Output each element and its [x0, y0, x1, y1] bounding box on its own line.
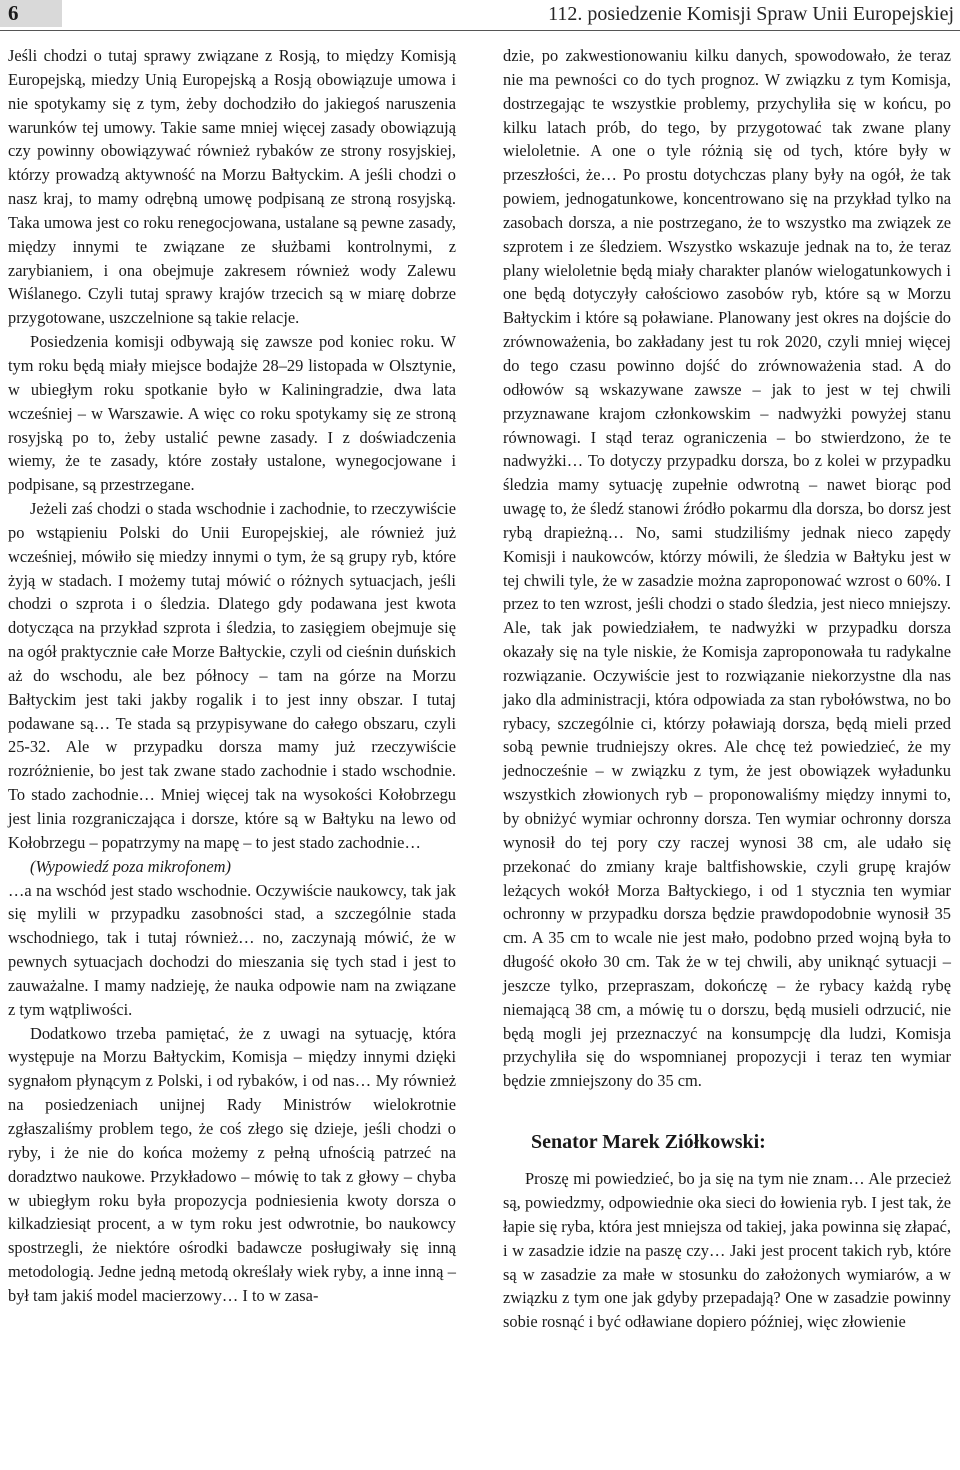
- right-column: [503, 44, 951, 1334]
- paragraph: Jeżeli zaś chodzi o stada wschodnie i zachodnie, to rzeczywiście po wstąpieniu Polski do Unii Europejskiej, ale również już wcześniej, mówiło się miedzy innymi o tym, że są grupy ryb, które żyją w stadach. I możemy tutaj mówić o różnych sytuacjach, jeśli chodzi o szprota i o śledzia. Dlatego gdy podawana jest kwota dotycząca na przykład szprota i śledzia, to zasięgiem obejmuje się na ogół praktycznie całe Morze Bałtyckie, czyli od cieśnin duńskich aż do wschodu, ale bez północy – tam na górze na Morzu Bałtyckim jest taki jakby rogalik i to jest inny obszar. I tutaj podawane są… Te stada są przypisywane do całego obszaru, czyli 25-32. Ale w przypadku dorsza mamy już rzeczywiście rozróżnienie, bo jest tak zwane stado zachodnie i stado wschodnie. To stado zachodnie… Mniej więcej tak na wysokości Kołobrzegu jest linia rozgraniczająca i dorsze, które są w Bałtyku na lewo od Kołobrzegu – popatrzymy na mapę – to jest stado zachodnie…: [8, 499, 456, 852]
- paragraph: Jeśli chodzi o tutaj sprawy związane z Rosją, to między Komisją Europejską, miedzy Unią Europejską a Rosją obowiązuje umowa i nie spotykamy się z tym, żeby dochodziło do jakiegoś naruszenia warunków tej umowy. Takie same mniej więcej zasady obowiązują czy powinny obowiązywać również rybaków ze strony rosyjskiej, którzy prowadzą aktywność na Morzu Bałtyckim. A jeśli chodzi o nasz kraj, to mamy odrębną umowę podpisaną ze stroną rosyjską. Taka umowa jest co roku renegocjowana, ustalane są pewne zasady, między innymi te związane ze służbami kontrolnymi, z zarybianiem, i ona obejmuje zakresem również wody Zalewu Wiślanego. Czyli tutaj sprawy krajów trzecich są w miarę dobrze przygotowane, uszczelnione są takie relacje.: [8, 46, 456, 328]
- page-number: 6: [0, 0, 62, 27]
- left-column: [8, 44, 456, 1308]
- paragraph: Posiedzenia komisji odbywają się zawsze pod koniec roku. W tym roku będą miały miejsce bodajże 28–29 listopada w Olsztynie, w ubiegłym roku spotkanie było w Kaliningradzie, dwa lata wcześniej – w Warszawie. A więc co roku spotykamy się ze stroną rosyjską po to, żeby ustalić pewne zasady. I z doświadczenia wiemy, że te zasady, które zostały ustalone, wynegocjowane i podpisane, są przestrzegane.: [8, 332, 456, 495]
- paragraph: Dodatkowo trzeba pamiętać, że z uwagi na sytuację, która występuje na Morzu Bałtyckim, Komisja – między innymi dzięki sygnałom płynącym z Polski, i od rybaków, i od nas… My również na posiedzeniach unijnej Rady Ministrów wielokrotnie zgłaszaliśmy problem tego, że coś złego się dzieje, jeśli chodzi o ryby, i że nie do końca możemy z pełną ufnością patrzeć na doradztwo naukowe. Przykładowo – mówię to tak z głowy – chyba w ubiegłym roku była propozycja podniesienia kwoty dorsza o kilkadziesiąt procent, a w tym roku jest odwrotnie, bo naukowcy spostrzegli, że niektóre ośrodki badawcze posługiwały się inną metodologią. Jedne jedną metodą określały wiek ryby, a inne inną – był tam jakiś model macierzowy… I to w zasa-: [8, 1023, 456, 1305]
- paragraph: …a na wschód jest stado wschodnie. Oczywiście naukowcy, tak jak się mylili w przypadku zasobności stad, a szczególnie stada wschodniego, tak i tutaj również… no, zaczynają mówić, że w pewnych sytuacjach dochodzi do mieszania się tych stad i jest to zauważalne. I mamy nadzieję, że nauka odpowie nam na związane z tym wątpliwości.: [8, 880, 456, 1019]
- stage-direction: (Wypowiedź poza mikrofonem): [30, 856, 231, 876]
- running-title: 112. posiedzenie Komisji Spraw Unii Europejskiej: [548, 3, 954, 25]
- page-header: [0, 0, 960, 32]
- header-rule: [0, 30, 960, 31]
- paragraph: dzie, po zakwestionowaniu kilku danych, spowodowało, że teraz nie ma pewności co do tych prognoz. W związku z tym Komisja, dostrzegając te wszystkie problemy, przychyliła się w końcu, po kilku latach prób, do tego, by przygotować tak zwane plany wieloletnie. A one o tyle różnią się od tych, które były w przeszłości, że… Po prostu dotychczas plany były na ogół, że tak powiem, jednogatunkowe, koncentrowano się na przykład tylko na zasobach dorsza, a nie postrzegano, że to wszystko ma związek ze szprotem i ze śledziem. Wszystko wskazuje jednak na to, że teraz plany wieloletnie będą miały charakter planów wielogatunkowych i one będą dotyczyły całościowo zasobów ryb, które są w Morzu Bałtyckim i które są poławiane. Planowany jest okres na dojście do zrównoważenia, bo zakładany jest tu rok 2020, czyli mniej więcej do tego czasu powinno dojść do zrównoważenia stad. A do odłowów są wskazywane zawsze – jak to jest w tej chwili przyznawane krajom członkowskim – nadwyżki powyżej stanu równowagi. I stąd teraz ograniczenia – bo stwierdzono, że te nadwyżki… To dotyczy przypadku dorsza, bo z kolei w przypadku śledzia mamy sytuację zupełnie odwrotną – nawet biorąc pod uwagę to, że śledź stanowi źródło pokarmu dla dorsza, bo dorsz jest rybą drapieżną… No, sami studziliśmy jednak nieco zapędy Komisji i naukowców, którzy mówili, że śledzia w Bałtyku jest w tej chwili tyle, że w zasadzie można zaproponować wzrost o 60%. I przez to ten wzrost, jeśli chodzi o stado śledzia, jest nieco mniejszy. Ale, tak jak powiedziałem, te nadwyżki w przypadku dorsza okazały się na tyle niskie, że Komisja zaproponowała tu radykalne rozwiązanie. Oczywiście jest to rozwiązanie niekorzystne dla nas jako dla administracji, która odpowiada za stan rybołówstwa, no bo rybacy, szczególnie ci, którzy poławiają dorsza, będą mieli przed sobą pewnie trudniejszy okres. Ale chcę też powiedzieć, że my jednocześnie – w związku z tym, że jest obowiązek wyładunku wszystkich złowionych ryb – proponowaliśmy między innymi to, by obniżyć wymiar ochronny dorsza. Ten wymiar ochronny dorsza wynosił do tej pory czy raczej wynosi 38 cm, ale udało się przekonać do zmiany kraje baltfishowskie, czyli grupę krajów leżących wokół Morza Bałtyckiego, i od 1 stycznia ten wymiar ochronny w przypadku dorsza będzie prawdopodobnie wynosił 35 cm. A 35 cm to wcale nie jest mało, podobno przed wojną była to długość około 30 cm. Tak że w tej chwili, aby uniknąć sytuacji – jeszcze tylko, przepraszam, dokończę – że rybacy każdą rybę niemającą 38 cm, a mówię tu o dorszu, będą musieli odrzucić, nie będą mogli jej przeznaczyć na konsumpcję dla ludzi, Komisja przychyliła się do wspomnianej propozycji i teraz ten wymiar będzie zmniejszony do 35 cm.: [503, 46, 951, 1091]
- speaker-heading: Senator Marek Ziółkowski:: [531, 1131, 766, 1154]
- speaker-paragraph: Proszę mi powiedzieć, bo ja się na tym nie znam… Ale przecież są, powiedzmy, odpowiednie oka sieci do łowienia ryb. I jest tak, że łapie się ryba, która jest mniejsza od takiej, jaka powinna się złapać, i w zasadzie idzie na paszę czy… Jaki jest procent takich ryb, które są w zasadzie za małe w stosunku do założonych wymiarów, a w związku z tym one jak gdyby przepadają? One w zasadzie powinny sobie rosnąć i być odławiane dopiero później, więc złowienie: [503, 1169, 951, 1332]
